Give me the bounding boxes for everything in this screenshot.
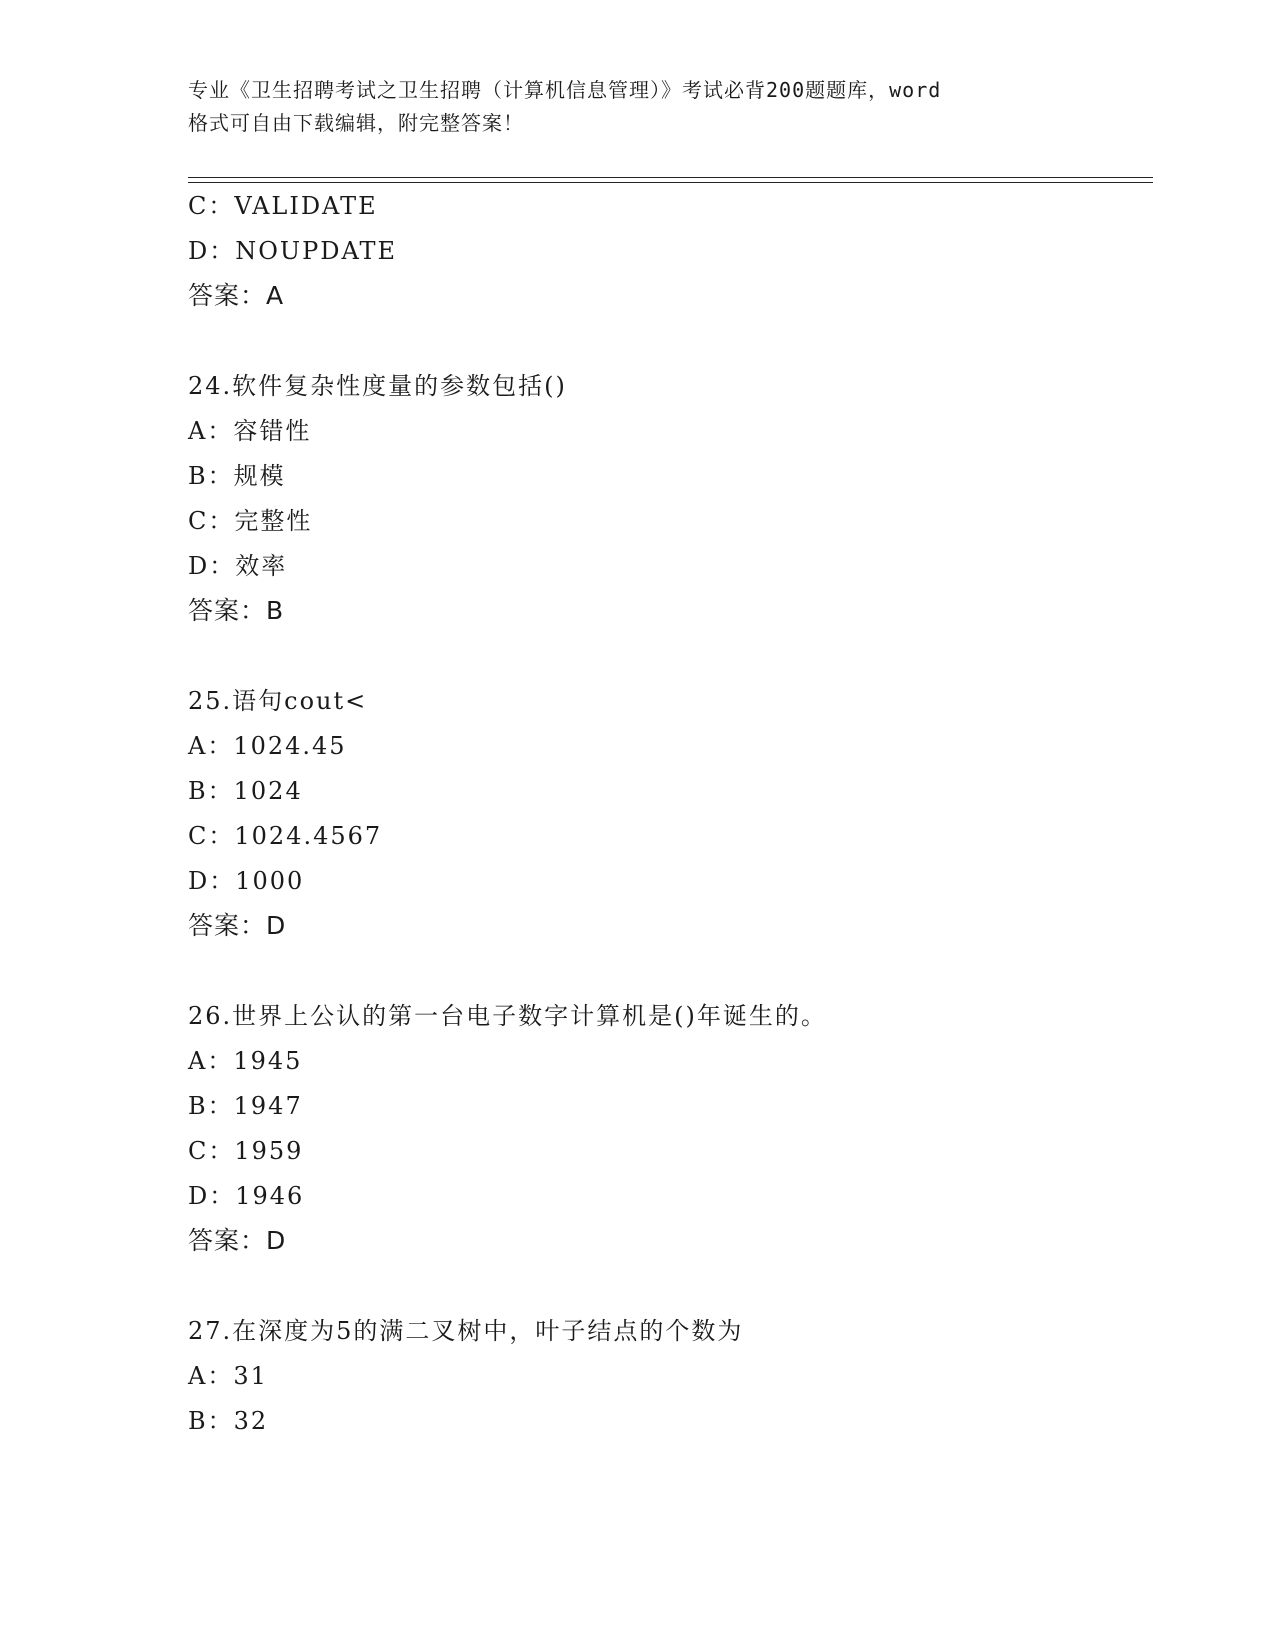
- q24-option-d: D：效率: [188, 552, 288, 580]
- q24-option-b: B：规模: [188, 462, 286, 490]
- q27-option-a: A：31: [188, 1362, 268, 1390]
- header-divider-bottom: [188, 182, 1153, 183]
- q25-question: 25.语句cout<: [188, 687, 368, 715]
- q26-option-b: B：1947: [188, 1092, 303, 1120]
- q27-option-b: B：32: [188, 1407, 269, 1435]
- q24-option-a: A：容错性: [188, 417, 312, 445]
- q23-option-c: C：VALIDATE: [188, 192, 378, 220]
- header-line-1: 专业《卫生招聘考试之卫生招聘（计算机信息管理）》考试必背200题题库，word: [188, 78, 942, 102]
- header-divider-top: [188, 177, 1153, 178]
- q25-answer: 答案：D: [188, 911, 287, 940]
- q27-question: 27.在深度为5的满二叉树中，叶子结点的个数为: [188, 1317, 744, 1345]
- q24-answer: 答案：B: [188, 596, 285, 625]
- document-header: [188, 74, 1088, 140]
- q26-answer: 答案：D: [188, 1226, 287, 1255]
- q25-option-a: A：1024.45: [188, 732, 347, 760]
- q24-option-c: C：完整性: [188, 507, 313, 535]
- q25-option-d: D：1000: [188, 867, 305, 895]
- q25-option-b: B：1024: [188, 777, 303, 805]
- q23-answer: 答案：A: [188, 281, 285, 310]
- q26-option-c: C：1959: [188, 1137, 304, 1165]
- q26-option-a: A：1945: [188, 1047, 303, 1075]
- q23-option-d: D：NOUPDATE: [188, 237, 398, 265]
- q24-question: 24.软件复杂性度量的参数包括(): [188, 372, 567, 400]
- header-line-2: 格式可自由下载编辑，附完整答案！: [188, 111, 524, 135]
- q25-option-c: C：1024.4567: [188, 822, 383, 850]
- q26-question: 26.世界上公认的第一台电子数字计算机是()年诞生的。: [188, 1002, 827, 1030]
- q26-option-d: D：1946: [188, 1182, 305, 1210]
